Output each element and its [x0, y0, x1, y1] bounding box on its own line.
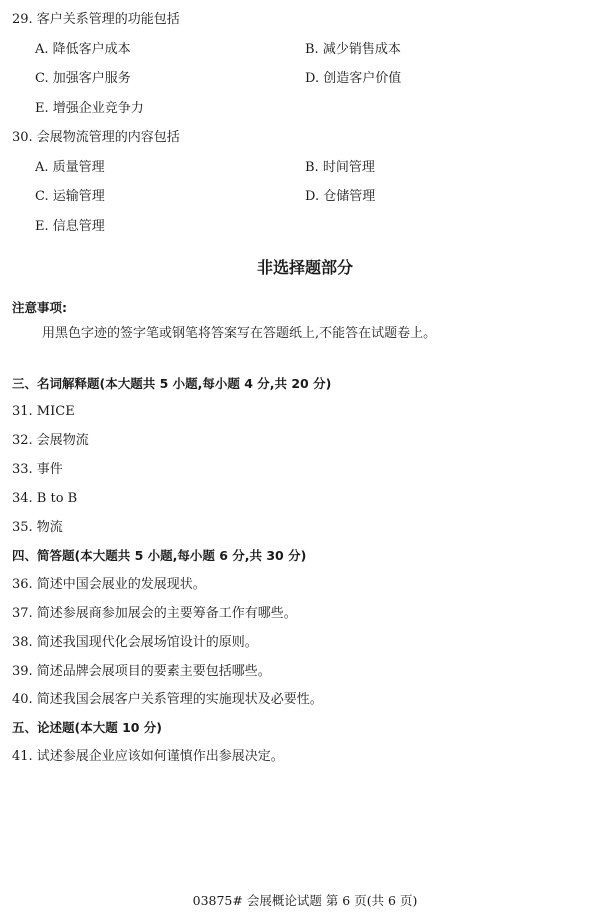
question-29-option-d: D. 创造客户价值	[305, 71, 402, 86]
question-36: 36. 简述中国会展业的发展现状。	[12, 577, 206, 592]
part-5-heading: 五、论述题(本大题 10 分)	[12, 720, 163, 735]
question-30-option-a: A. 质量管理	[35, 160, 105, 175]
part-3-heading: 三、名词解释题(本大题共 5 小题,每小题 4 分,共 20 分)	[12, 376, 332, 391]
part-4-heading: 四、简答题(本大题共 5 小题,每小题 6 分,共 30 分)	[12, 548, 307, 563]
question-29-option-a: A. 降低客户成本	[35, 42, 131, 57]
question-30-option-b: B. 时间管理	[305, 160, 375, 175]
question-30-stem: 30. 会展物流管理的内容包括	[12, 130, 180, 145]
question-29-option-c: C. 加强客户服务	[35, 71, 131, 86]
question-30-option-d: D. 仓储管理	[305, 189, 376, 204]
question-29-option-e: E. 增强企业竞争力	[35, 101, 144, 116]
question-29-option-b: B. 减少销售成本	[305, 42, 401, 57]
question-33: 33. 事件	[12, 462, 63, 477]
question-37: 37. 简述参展商参加展会的主要筹备工作有哪些。	[12, 606, 297, 621]
question-29-stem: 29. 客户关系管理的功能包括	[12, 12, 180, 27]
question-39: 39. 简述品牌会展项目的要素主要包括哪些。	[12, 664, 271, 679]
question-30-option-c: C. 运输管理	[35, 189, 105, 204]
nonchoice-section-title: 非选择题部分	[256, 258, 353, 277]
question-32: 32. 会展物流	[12, 433, 89, 448]
question-38: 38. 简述我国现代化会展场馆设计的原则。	[12, 635, 258, 650]
question-40: 40. 简述我国会展客户关系管理的实施现状及必要性。	[12, 692, 323, 707]
page-footer: 03875# 会展概论试题 第 6 页(共 6 页)	[192, 893, 418, 908]
question-30-option-e: E. 信息管理	[35, 219, 105, 234]
question-34: 34. B to B	[12, 491, 78, 506]
notice-text: 用黑色字迹的签字笔或钢笔将答案写在答题纸上,不能答在试题卷上。	[42, 326, 437, 341]
notice-heading: 注意事项:	[12, 300, 67, 315]
question-31: 31. MICE	[12, 404, 75, 419]
question-41: 41. 试述参展企业应该如何谨慎作出参展决定。	[12, 749, 284, 764]
question-35: 35. 物流	[12, 520, 63, 535]
